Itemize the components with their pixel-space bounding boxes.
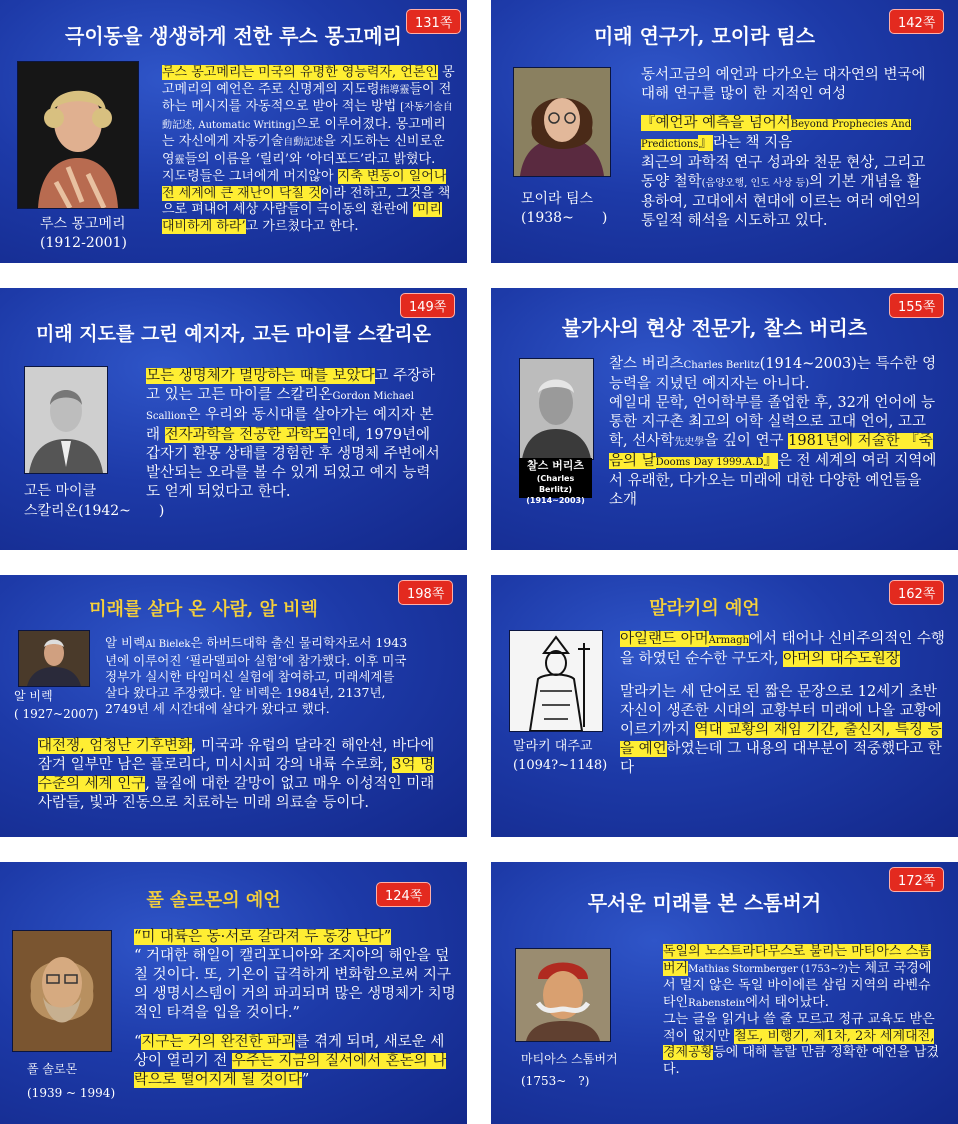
- body-text: (1914~2003)는 특수한 영능력을 지녔던 예지자는 아니다.: [609, 356, 937, 392]
- highlighted-text: 지구는 거의 완전한 파괴: [141, 1034, 296, 1050]
- caption-name: 폴 솔로몬: [27, 1062, 78, 1076]
- portrait-photo: [24, 366, 108, 474]
- portrait-caption: [24, 481, 164, 521]
- caption-name: 마티아스 스톰버거: [521, 1052, 618, 1066]
- caption-name: 모이라 팀스: [521, 191, 594, 207]
- page-badge: 124쪽: [376, 882, 431, 907]
- portrait-name-card: [519, 458, 592, 505]
- caption-name: 말라키 대주교: [513, 739, 593, 754]
- slide-body: [146, 367, 441, 502]
- body-text: 인데, 1979년에 갑자기 환몽 상태를 경험한 후 생명체 주변에서 발산되는 오라를 볼 수 있게 되었고 예지 능력도 얻게 되었다고 한다.: [146, 427, 440, 500]
- page-badge: 142쪽: [889, 9, 944, 34]
- body-text: 최근의 과학적 연구 성과와 천문 현상, 그리고 동양 철학: [641, 155, 926, 190]
- body-text: 고 주장하고 있는 고든 마이클 스칼리온: [146, 368, 436, 403]
- slide-ruth-montgomery: [0, 0, 467, 263]
- highlighted-text: 역대 교황의 재임 기간, 출신지, 특징 등을 예언: [620, 722, 942, 757]
- body-text: 를 겪게 되며, 새로운 세상이 열리기 전: [134, 1034, 445, 1069]
- slide-body-lower: [38, 737, 448, 813]
- highlighted-text: Armagh: [708, 635, 749, 646]
- slide-al-bielek: [0, 575, 467, 837]
- page-badge: 149쪽: [400, 293, 455, 318]
- body-text: Charles Berlitz: [683, 360, 760, 371]
- slide-title: 미래 연구가, 모이라 팀스: [593, 24, 816, 48]
- body-paragraph: [105, 635, 410, 717]
- highlighted-text: 대전쟁, 엄청난 기후변화: [38, 738, 192, 754]
- body-text: 라는 책 지음: [712, 135, 793, 151]
- body-paragraph: [609, 394, 939, 510]
- caption-years: (1939 ~ 1994): [27, 1086, 116, 1100]
- body-paragraph: [620, 683, 948, 778]
- slide-body: [134, 928, 456, 1090]
- body-text: ”: [301, 1072, 310, 1088]
- body-text: , 미국과 유럽의 달라진 해안선, 바다에 잠겨 일부만 남은 플로리다, 미시시피 강의 내륙 수로화,: [38, 738, 435, 773]
- body-paragraph: [162, 65, 457, 169]
- body-text: 靈: [174, 154, 185, 166]
- slide-body: [620, 630, 948, 778]
- slide-body: [609, 355, 939, 510]
- body-text: 은 하버드대학 출신 물리학자로서 1943년에 이루어진 ‘필라델피아 실험’에 참가했다. 이후 미국 정부가 실시한 타임머신 실험에 참여하고, 미래세계를 살다 왔다고 주장했다. 알 비렉은 1984년, 2137년, 2749년 세 시간대에 살다가 왔다고 했다.: [105, 635, 408, 716]
- body-text: 을 깊이 연구: [704, 433, 789, 449]
- highlighted-text: 철도, 비행기, 제1차, 2차 세계대전, 경제공황: [663, 1028, 935, 1060]
- body-paragraph: [38, 737, 448, 813]
- highlighted-text: Beyond Prophecies And Predictions: [641, 119, 912, 150]
- body-paragraph: [134, 1033, 456, 1090]
- caption-name: 루스 몽고메리: [40, 216, 126, 232]
- slide-malachy: [491, 575, 958, 837]
- highlighted-text: “미 대륙은 동·서로 갈라져 두 동강 난다”: [134, 929, 392, 945]
- body-text: “ 거대한 해일이 캘리포니아와 조지아의 해안을 덮칠 것이다. 또, 기온이 급격하게 변화함으로써 지구의 생명시스템이 거의 파괴되며 많은 생명체가 치명적인 타격을 입을 것이다.”: [134, 948, 456, 1021]
- caption-name: 알 비렉: [14, 689, 53, 703]
- slide-title: 말라키의 예언: [649, 598, 760, 619]
- slide-charles-berlitz: [491, 288, 958, 550]
- body-text: Rabenstein: [688, 997, 746, 1009]
- page-badge: 172쪽: [889, 867, 944, 892]
- body-text: 이라 전하고, 그것을 책으로 펴내어 세상 사람들이 극이동의 환란에: [162, 185, 451, 217]
- slide-mathias-stormberger: [491, 862, 958, 1124]
- caption-years: (1938~ ): [521, 210, 608, 226]
- portrait-photo: [513, 67, 611, 177]
- body-paragraph: [663, 944, 943, 1012]
- portrait-illustration: [509, 630, 603, 732]
- body-text: (음양오행, 인도 사상 등): [701, 178, 810, 189]
- body-paragraph: [620, 630, 948, 669]
- body-text: 는 체코 국경에서 멀지 않은 독일 바이에른 삼림 지역의 라벤슈타인: [663, 960, 932, 1010]
- body-paragraph: [609, 355, 939, 394]
- body-text: 先史學: [674, 437, 705, 448]
- slide-title: 미래를 살다 온 사람, 알 비렉: [89, 599, 318, 620]
- portrait-caption: [27, 1057, 115, 1105]
- body-text: 들이 전하는 메시지를 자동적으로 받아 적는 방법: [162, 81, 452, 114]
- body-text: 하였는데 그 내용의 대부분이 적중했다고 한다: [620, 741, 942, 776]
- portrait-caption: [521, 1048, 618, 1092]
- body-text: 알 비렉: [105, 635, 146, 650]
- highlighted-text: 지축 변동이 일어나 전 세계에 큰 재난이 닥칠 것: [162, 169, 447, 201]
- body-text: Al Bielek: [145, 639, 191, 650]
- highlighted-text: 『예언과 예측을 넘어서: [641, 115, 791, 131]
- slide-body: [105, 635, 410, 717]
- caption-years: (1753~ ?): [521, 1074, 590, 1088]
- name-card-years: (1914~2003): [526, 496, 585, 505]
- body-text: 찰스 버리츠: [609, 356, 684, 372]
- body-paragraph: [134, 947, 456, 1023]
- body-text: Mathias Stormberger (1753~?): [688, 963, 848, 975]
- slide-body: [162, 65, 457, 235]
- slide-title: 극이동을 생생하게 전한 루스 몽고메리: [65, 24, 402, 48]
- body-text: 예일대 문학, 언어학부를 졸업한 후, 32개 언어에 능통한 지구촌 최고의 어학 실력으로 고대 언어, 고고학, 선사학: [609, 395, 936, 449]
- body-text: 그는 글을 읽거나 쓸 줄 모르고 정규 교육도 받은 적이 없지만: [663, 1012, 935, 1044]
- body-text: 들의 이름을 ‘릴리’와 ‘아더포드’라고 밝혔다.: [184, 151, 436, 167]
- body-text: 몽고메리의 예언은 주로 신명계의 지도령: [162, 65, 455, 97]
- highlighted-text: 3억 명 수준의 세계 인구: [38, 757, 435, 792]
- slide-paul-solomon: [0, 862, 467, 1124]
- page-badge: 131쪽: [406, 9, 461, 34]
- portrait-caption: [521, 190, 607, 228]
- highlighted-text: 아머의 대수도원장: [783, 651, 900, 667]
- highlighted-text: 아일랜드 아머: [620, 631, 709, 647]
- body-text: 은 우리와 동시대를 살아가는 예지자 본래: [146, 407, 434, 443]
- highlighted-text: 우주는 지금의 질서에서 혼돈의 나락으로 떨어지게 될 것이다: [134, 1053, 447, 1088]
- body-paragraph: [641, 66, 931, 104]
- highlighted-text: 전자과학을 전공한 과학도: [164, 427, 328, 443]
- body-paragraph: [641, 114, 931, 154]
- body-text: 指導靈: [379, 84, 410, 96]
- highlighted-text: 1981년에 저술한 『죽음의 날: [609, 433, 933, 469]
- slide-title: 불가사의 현상 전문가, 찰스 버리츠: [561, 316, 868, 340]
- body-text: 自動記述: [283, 137, 324, 148]
- highlighted-text: ‘미리 대비하게 하라’: [162, 202, 443, 234]
- highlighted-text: 독일의 노스트라다무스로 불리는 마티아스 스톰버거: [663, 944, 931, 976]
- caption-years: 스칼리온(1942~ ): [24, 503, 165, 519]
- slide-title: 무서운 미래를 본 스톰버거: [587, 891, 822, 915]
- name-card-name: 찰스 버리츠: [527, 459, 584, 472]
- name-card-english: (Charles Berlitz): [536, 474, 575, 494]
- portrait-caption: [513, 737, 607, 775]
- caption-years: (1912-2001): [40, 235, 127, 251]
- highlighted-text: Dooms Day 1999.A.D: [655, 457, 764, 468]
- body-text: 동서고금의 예언과 다가오는 대자연의 변국에 대해 연구를 많이 한 지적인 여성: [641, 67, 926, 102]
- slide-title: 폴 솔로몬의 예언: [146, 890, 281, 911]
- body-paragraph: [134, 928, 456, 947]
- caption-years: (1094?~1148): [513, 758, 608, 773]
- portrait-caption: [14, 687, 98, 723]
- slide-moira-timms: [491, 0, 958, 263]
- body-text: 지도령들은 그녀에게 머지않아: [162, 169, 338, 184]
- portrait-photo: [17, 61, 139, 209]
- slide-title: 미래 지도를 그린 예지자, 고든 마이클 스칼리온: [35, 323, 432, 345]
- body-text: 에서 태어나 신비주의적인 수행을 하였던 순수한 구도자,: [620, 631, 945, 667]
- portrait-painting: [515, 948, 611, 1042]
- page-badge: 198쪽: [398, 580, 453, 605]
- portrait-photo: [519, 358, 594, 460]
- body-text: 고 가르쳤다고 한다.: [245, 218, 359, 234]
- body-text: 을 지도하는 신비로운 영: [162, 134, 445, 167]
- body-text: 등에 대해 놀랄 만큼 정확한 예언을 남겼다.: [663, 1045, 939, 1077]
- body-paragraph: [162, 169, 457, 235]
- slide-gordon-scallion: [0, 288, 467, 550]
- portrait-photo: [12, 930, 112, 1052]
- caption-years: ( 1927~2007): [14, 707, 99, 721]
- body-text: 의 기본 개념을 활용하여, 고대에서 현대에 이르는 여러 예언의 통일적 해석을 시도하고 있다.: [641, 174, 921, 229]
- body-paragraph: [146, 367, 441, 502]
- body-text: [자동기술自動記述, Automatic Writing]: [162, 102, 453, 131]
- body-text: 에서 태어났다.: [745, 994, 829, 1010]
- highlighted-text: 』: [763, 453, 778, 469]
- body-text: “: [134, 1034, 142, 1050]
- body-text: , 물질에 대한 갈망이 없고 매우 이성적인 미래 사람들, 빛과 진동으로 치료하는 미래 의료술 등이다.: [38, 776, 435, 811]
- portrait-caption: [40, 215, 127, 253]
- body-text: 으로 이루어졌다. 몽고메리는 자신에게 자동기술: [162, 116, 446, 149]
- page-badge: 162쪽: [889, 580, 944, 605]
- caption-name: 고든 마이클: [24, 483, 97, 499]
- highlighted-text: 루스 몽고메리는 미국의 유명한 영능력자, 언론인: [162, 65, 438, 80]
- highlighted-text: 모든 생명체가 멸망하는 때를 보았다: [146, 368, 375, 384]
- portrait-photo: [18, 630, 90, 687]
- page-badge: 155쪽: [889, 293, 944, 318]
- slide-body: [641, 66, 931, 231]
- body-paragraph: [663, 1012, 943, 1078]
- body-text: 은 전 세계의 여러 지역에서 유래한, 다가오는 미래에 대한 다양한 예언들을 소개: [609, 453, 937, 508]
- slide-body: [663, 944, 943, 1078]
- body-paragraph: [641, 154, 931, 231]
- body-text: 말라키는 세 단어로 된 짧은 문장으로 12세기 초반 자신이 생존한 시대의 교황부터 미래에 나올 교황에 이르기까지: [620, 684, 942, 738]
- highlighted-text: 』: [698, 135, 713, 151]
- body-text: Gordon Michael Scallion: [146, 391, 414, 422]
